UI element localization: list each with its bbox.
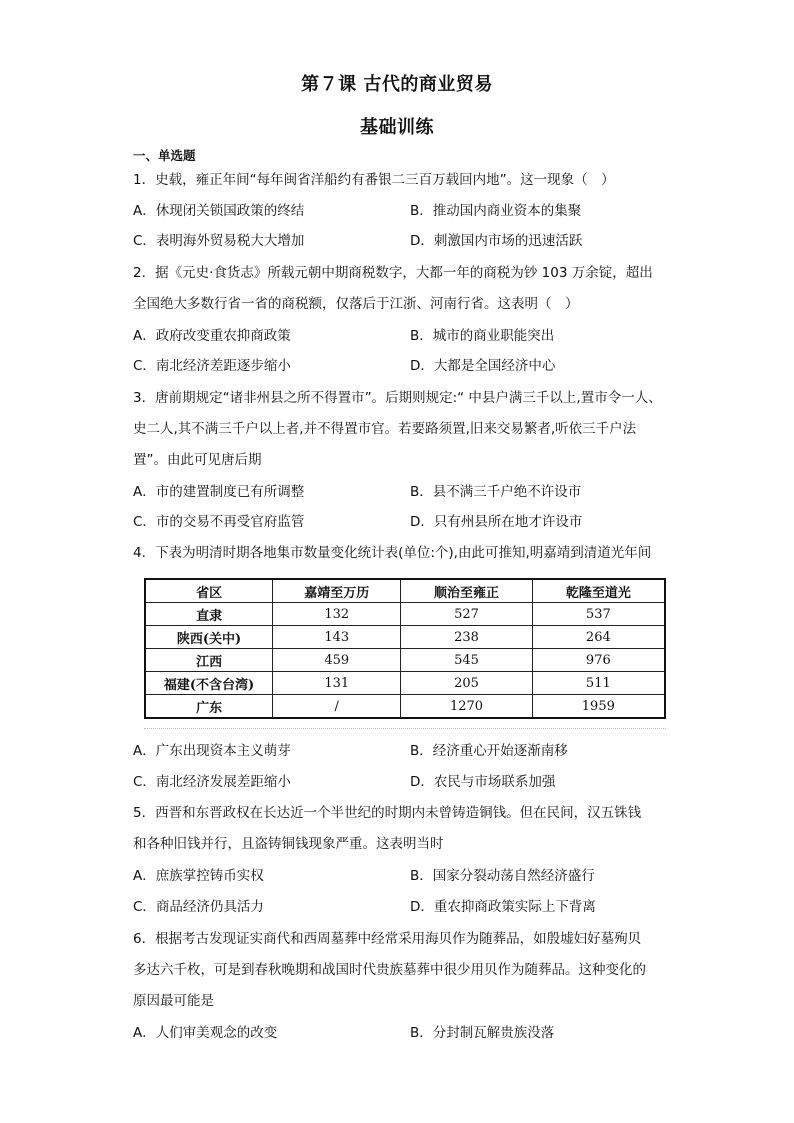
q4-option-b: B．经济重心开始逐渐南移 <box>410 743 568 759</box>
table-source-strip <box>144 728 666 733</box>
q5-option-b: B．国家分裂动荡自然经济盛行 <box>410 868 595 884</box>
q3-option-c: C．市的交易不再受官府监管 <box>133 514 305 530</box>
table-cell-region: 广东 <box>145 695 273 719</box>
table-cell: 143 <box>273 626 401 649</box>
q2-option-b: B．城市的商业职能突出 <box>410 328 555 344</box>
table-cell: 545 <box>401 649 532 672</box>
table-header-row <box>145 579 665 603</box>
q5-option-d: D．重农抑商政策实际上下背离 <box>410 899 596 915</box>
table-row <box>145 626 665 649</box>
q4-option-c: C．南北经济发展差距缩小 <box>133 774 291 790</box>
q6-stem-line2: 多达六千枚，可是到春秋晚期和战国时代贵族墓葬中很少用贝作为随葬品。这种变化的 <box>133 962 646 978</box>
q3-option-a: A．市的建置制度已有所调整 <box>133 484 305 500</box>
table-cell: / <box>273 695 401 719</box>
table-header-cell: 嘉靖至万历 <box>273 579 401 603</box>
q2-option-c: C．南北经济差距逐步缩小 <box>133 358 291 374</box>
q6-option-a: A．人们审美观念的改变 <box>133 1025 278 1041</box>
table-cell-region: 陕西(关中) <box>145 626 273 649</box>
table-cell: 264 <box>532 626 665 649</box>
table-cell: 132 <box>273 603 401 626</box>
table-row <box>145 649 665 672</box>
table-cell: 131 <box>273 672 401 695</box>
q5-option-c: C．商品经济仍具活力 <box>133 899 264 915</box>
table-row <box>145 672 665 695</box>
q1-stem: 1．史载，雍正年间“每年闽省洋船约有番银二三百万载回内地”。这一现象（ ） <box>133 172 615 188</box>
q6-stem-line1: 6．根据考古发现证实商代和西周墓葬中经常采用海贝作为随葬品，如殷墟妇好墓殉贝 <box>133 931 642 947</box>
q4-option-d: D．农民与市场联系加强 <box>410 774 556 790</box>
table-cell: 1959 <box>532 695 665 719</box>
table-cell: 976 <box>532 649 665 672</box>
table-cell-region: 直隶 <box>145 603 273 626</box>
q4-option-a: A．广东出现资本主义萌芽 <box>133 743 291 759</box>
q3-option-b: B．县不满三千户绝不许设市 <box>410 484 582 500</box>
q5-stem-line2: 和各种旧钱并行，且盗铸铜钱现象严重。这表明当时 <box>133 836 444 852</box>
q6-stem-line3: 原因最可能是 <box>133 993 214 1009</box>
table-cell-region: 福建(不含台湾) <box>145 672 273 695</box>
table-cell-region: 江西 <box>145 649 273 672</box>
table-header-cell: 顺治至雍正 <box>401 579 532 603</box>
table-row <box>145 603 665 626</box>
table-cell: 527 <box>401 603 532 626</box>
q5-stem-line1: 5．西晋和东晋政权在长达近一个半世纪的时期内未曾铸造铜钱。但在民间，汉五铢钱 <box>133 805 642 821</box>
table-cell: 205 <box>401 672 532 695</box>
q3-stem-line1: 3．唐前期规定“诸非州县之所不得置市”。后期则规定:“ 中县户满三千以上,置市令一人、 <box>133 390 662 406</box>
table-header-cell: 省区 <box>145 579 273 603</box>
lesson-title: 第７课 古代的商业贸易 <box>301 74 493 95</box>
q2-option-d: D．大都是全国经济中心 <box>410 358 556 374</box>
table-cell: 1270 <box>401 695 532 719</box>
table-row <box>145 695 665 719</box>
table-cell: 459 <box>273 649 401 672</box>
table-cell: 537 <box>532 603 665 626</box>
q2-stem-line2: 全国绝大多数行省一省的商税额，仅落后于江浙、河南行省。这表明（ ） <box>133 296 579 312</box>
q1-option-d: D．刺激国内市场的迅速活跃 <box>410 233 583 249</box>
table-cell: 238 <box>401 626 532 649</box>
q3-stem-line3: 置”。由此可见唐后期 <box>133 452 262 468</box>
section-heading: 一、单选题 <box>133 148 196 163</box>
lesson-subtitle: 基础训练 <box>360 117 434 138</box>
table-header-cell: 乾隆至道光 <box>532 579 665 603</box>
q6-option-b: B．分封制瓦解贵族没落 <box>410 1025 555 1041</box>
q1-option-c: C．表明海外贸易税大大增加 <box>133 233 305 249</box>
table-cell: 511 <box>532 672 665 695</box>
q4-stem: 4．下表为明清时期各地集市数量变化统计表(单位:个),由此可推知,明嘉靖到清道光年间 <box>133 545 652 561</box>
q1-option-b: B．推动国内商业资本的集聚 <box>410 203 582 219</box>
q3-option-d: D．只有州县所在地才许设市 <box>410 514 583 530</box>
market-count-table <box>144 578 666 719</box>
q5-option-a: A．庶族掌控铸币实权 <box>133 868 264 884</box>
q2-option-a: A．政府改变重农抑商政策 <box>133 328 291 344</box>
q3-stem-line2: 史二人,其不满三千户以上者,并不得置市官。若要路须置,旧来交易繁者,听依三千户法 <box>133 421 637 437</box>
q2-stem-line1: 2．据《元史·食货志》所载元朝中期商税数字，大都一年的商税为钞 103 万余锭，超出 <box>133 265 653 281</box>
q1-option-a: A．休现闭关锁国政策的终结 <box>133 203 305 219</box>
